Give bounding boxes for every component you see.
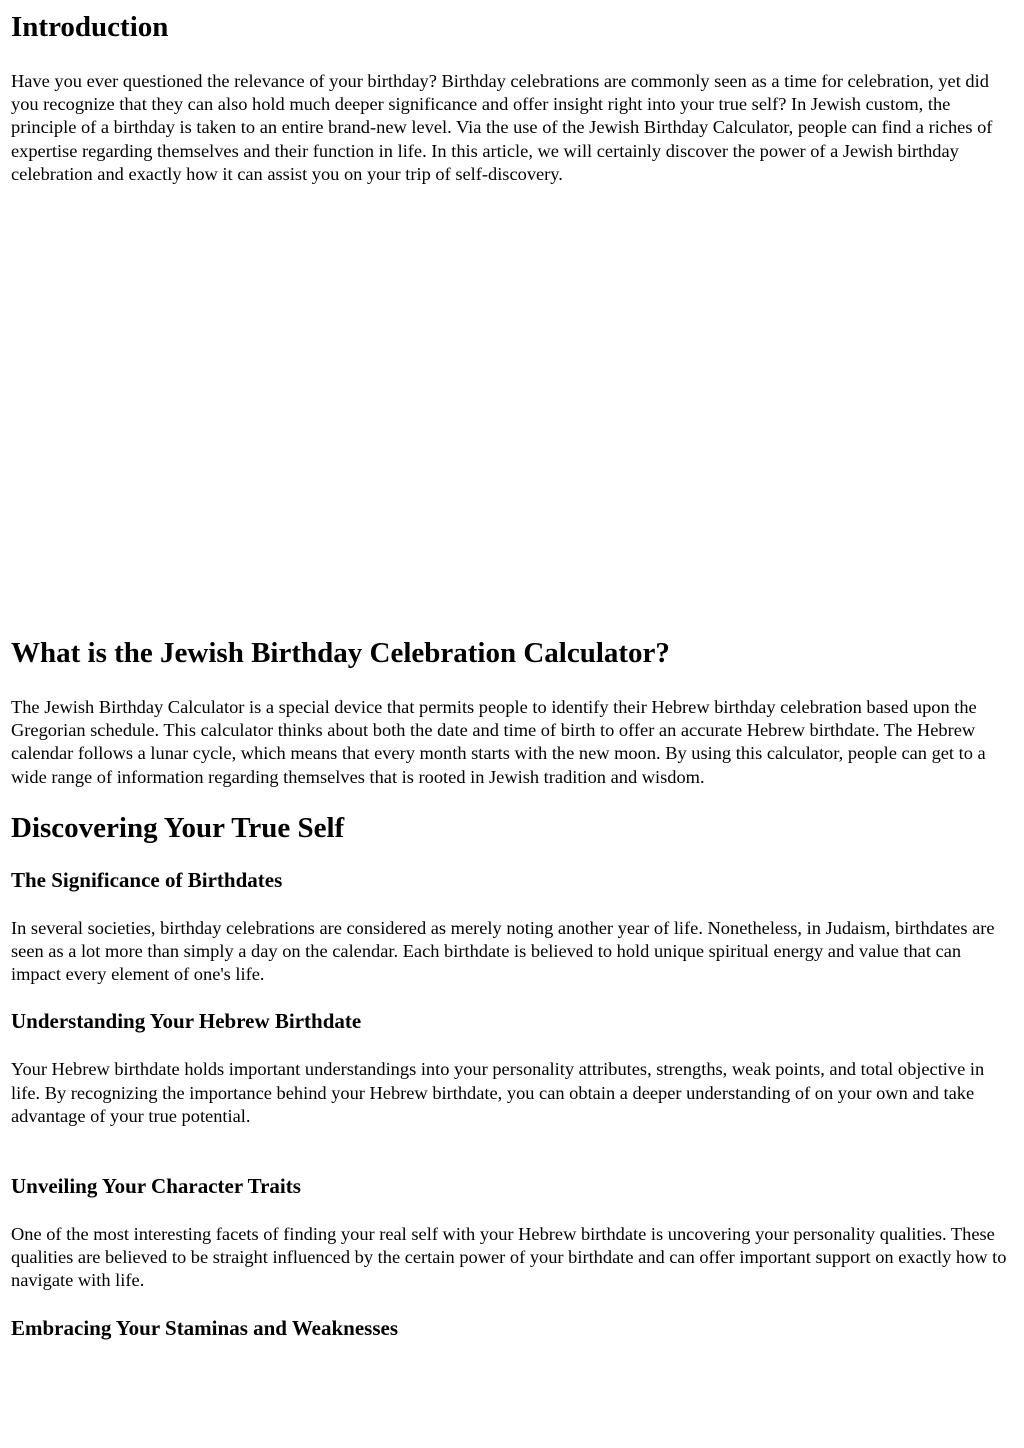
discovering-true-self-heading: Discovering Your True Self <box>11 811 345 844</box>
character-traits-paragraph: One of the most interesting facets of finding your real self with your Hebrew birthdate is uncovering your personality qualities. These qualities are believed to be straight influenced by the certain power of your birthdate and can offer important support on exactly how to navigate with life. <box>11 1224 1007 1291</box>
calculator-paragraph: The Jewish Birthday Calculator is a special device that permits people to identify their Hebrew birthday celebration based upon the Gregorian schedule. This calculator thinks about both the date and time of birth to offer an accurate Hebrew birthdate. The Hebrew calendar follows a lunar cycle, which means that every month starts with the new moon. By using this calculator, people can get to a wide range of information regarding themselves that is rooted in Jewish tradition and wisdom. <box>11 697 986 787</box>
significance-heading: The Significance of Birthdates <box>11 867 283 892</box>
strengths-weaknesses-heading: Embracing Your Staminas and Weaknesses <box>11 1315 399 1340</box>
article <box>11 0 1013 1341</box>
introduction-paragraph: Have you ever questioned the relevance of your birthday? Birthday celebrations are commonly seen as a time for celebration, yet did you recognize that they can also hold much deeper significance and offer insight right into your true self? In Jewish custom, the principle of a birthday is taken to an entire brand-new level. Via the use of the Jewish Birthday Calculator, people can find a riches of expertise regarding themselves and their function in life. In this article, we will certainly discover the power of a Jewish birthday celebration and exactly how it can assist you on your trip of self-discovery. <box>11 71 993 184</box>
significance-paragraph: In several societies, birthday celebrations are considered as merely noting another year of life. Nonetheless, in Judaism, birthdates are seen as a lot more than simply a day on the calendar. Each birthdate is believed to hold unique spiritual energy and value that can impact every element of one's life. <box>11 917 995 985</box>
understanding-paragraph: Your Hebrew birthdate holds important understandings into your personality attributes, strengths, weak points, and total objective in life. By recognizing the importance behind your Hebrew birthdate, you can obtain a deeper understanding of on your own and take advantage of your true potential. <box>11 1059 985 1126</box>
introduction-heading: Introduction <box>11 11 169 43</box>
character-traits-heading: Unveiling Your Character Traits <box>11 1174 301 1199</box>
calculator-heading: What is the Jewish Birthday Celebration Calculator? <box>11 637 670 670</box>
understanding-heading: Understanding Your Hebrew Birthdate <box>11 1009 362 1034</box>
blank-media-area <box>11 186 1013 636</box>
